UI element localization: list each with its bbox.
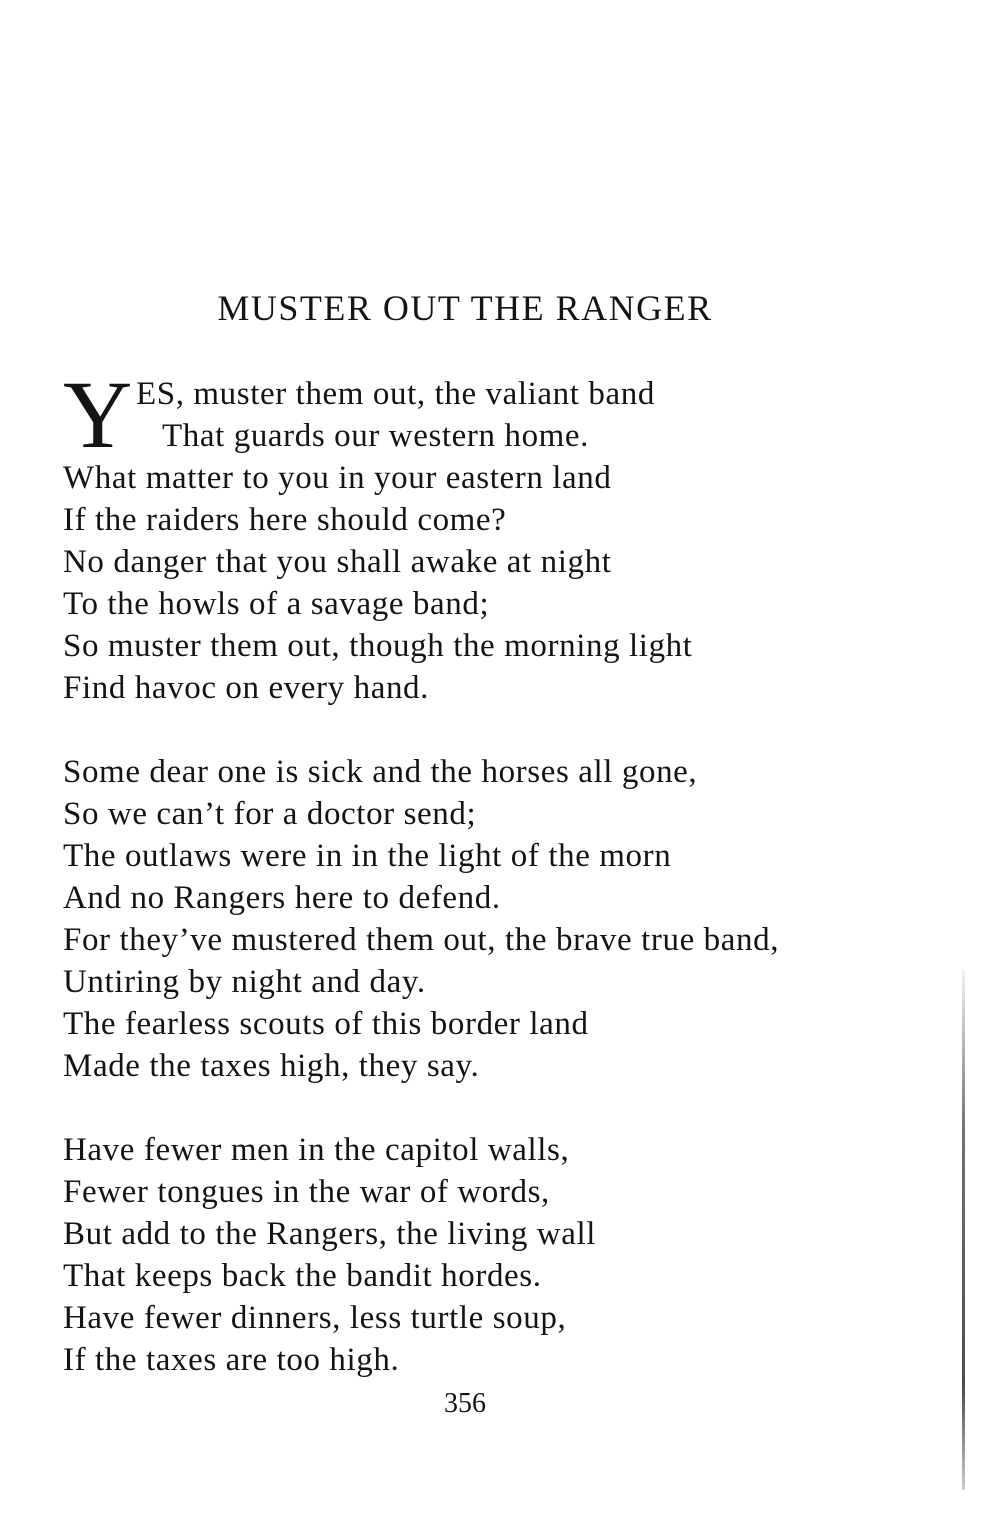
- poem-line: The fearless scouts of this border land: [63, 1006, 589, 1042]
- poem-line: So muster them out, though the morning light: [63, 628, 693, 664]
- poem-line: ES, muster them out, the valiant band: [136, 376, 655, 412]
- poem-line: Fewer tongues in the war of words,: [63, 1174, 550, 1210]
- poem-line: So we can’t for a doctor send;: [63, 796, 477, 832]
- stanza-1: [63, 361, 923, 709]
- poem-line: That guards our western home.: [162, 418, 590, 454]
- poem-line: That keeps back the bandit hordes.: [63, 1258, 542, 1294]
- poem-line: Have fewer dinners, less turtle soup,: [63, 1300, 567, 1336]
- poem-title: MUSTER OUT THE RANGER: [217, 288, 713, 328]
- opening-lines: [63, 361, 923, 468]
- page-number: 356: [444, 1388, 486, 1419]
- poem-line: For they’ve mustered them out, the brave true band,: [63, 922, 780, 958]
- poem-line: And no Rangers here to defend.: [63, 880, 501, 916]
- drop-cap: Y: [63, 361, 133, 468]
- scan-edge-shadow: [962, 970, 965, 1490]
- poem-line: If the taxes are too high.: [63, 1342, 400, 1378]
- stanza-2: [63, 751, 923, 1087]
- poem-line: Find havoc on every hand.: [63, 670, 429, 706]
- poem-line: The outlaws were in in the light of the morn: [63, 838, 672, 874]
- poem-line: If the raiders here should come?: [63, 502, 507, 538]
- stanza-3: [63, 1129, 923, 1381]
- poem-line: Untiring by night and day.: [63, 964, 426, 1000]
- poem-line: What matter to you in your eastern land: [63, 460, 612, 496]
- poem-line: Have fewer men in the capitol walls,: [63, 1132, 570, 1168]
- poem-line: No danger that you shall awake at night: [63, 544, 612, 580]
- poem-body: [63, 361, 923, 1381]
- poem-line: Made the taxes high, they say.: [63, 1048, 480, 1084]
- poem-line: But add to the Rangers, the living wall: [63, 1216, 596, 1252]
- poem-line: To the howls of a savage band;: [63, 586, 490, 622]
- poem-line: Some dear one is sick and the horses all gone,: [63, 754, 698, 790]
